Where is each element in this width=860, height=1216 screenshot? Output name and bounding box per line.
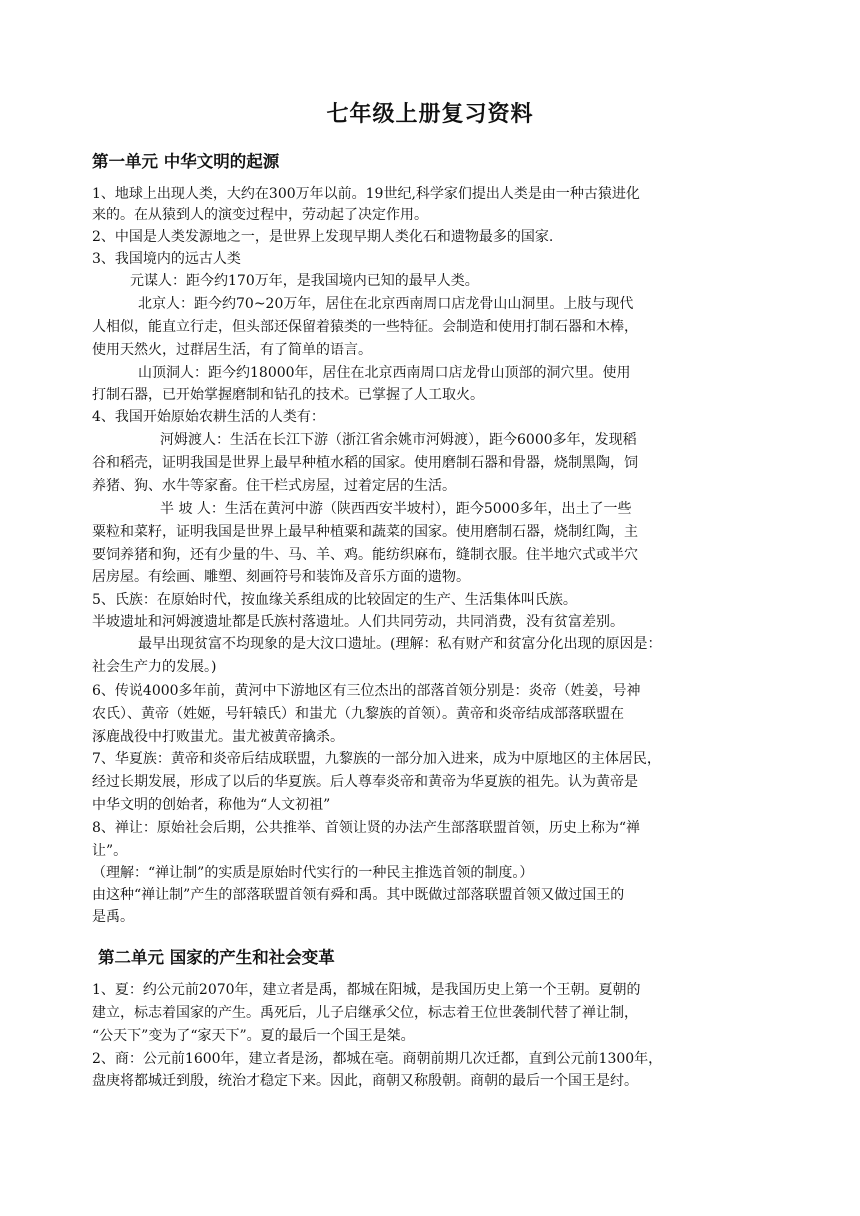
page-title: 七年级上册复习资料 [326,101,534,127]
unit2-line: 盘庚将都城迁到殷，统治才稳定下来。因此，商朝又称殷朝。商朝的最后一个国王是纣。 [92,1073,638,1089]
unit1-heading: 第一单元 中华文明的起源 [92,152,280,171]
unit1-line: 谷和稻壳，证明我国是世界上最早种植水稻的国家。使用磨制石器和骨器，烧制黑陶，饲 [92,455,638,471]
unit1-line: 涿鹿战役中打败蚩尤。蚩尤被黄帝擒杀。 [92,729,344,745]
unit1-line: 要饲养猪和狗，还有少量的牛、马、羊、鸡。能纺织麻布，缝制衣服。住半地穴式或半穴 [92,547,638,563]
unit1-line: 6、传说4000多年前，黄河中下游地区有三位杰出的部落首领分别是：炎帝（姓姜，号神 [92,683,641,699]
unit1-line: 养猪、狗、水牛等家畜。住干栏式房屋，过着定居的生活。 [92,478,456,494]
unit1-line: 北京人：距今约70~20万年，居住在北京西南周口店龙骨山山洞里。上肢与现代 [138,296,634,312]
unit1-line: 经过长期发展，形成了以后的华夏族。后人尊奉炎帝和黄帝为华夏族的祖先。认为黄帝是 [92,774,638,790]
unit1-line: 人相似，能直立行走，但头部还保留着猿类的一些特征。会制造和使用打制石器和木棒， [92,319,638,335]
unit1-line: 3、我国境内的远古人类 [92,251,241,267]
unit1-line: 居房屋。有绘画、雕塑、刻画符号和装饰及音乐方面的遗物。 [92,569,470,585]
unit1-line: 半 坡 人：生活在黄河中游（陕西西安半坡村），距今5000多年，出土了一些 [160,501,632,517]
unit1-line: 最早出现贫富不均现象的是大汶口遗址。(理解：私有财产和贫富分化出现的原因是： [138,636,662,652]
unit1-line: 元谋人：距今约170万年，是我国境内已知的最早人类。 [130,273,479,289]
unit1-line: 中华文明的创始者，称他为“人文初祖” [92,797,331,813]
unit1-line: 河姆渡人：生活在长江下游（浙江省余姚市河姆渡），距今6000多年，发现稻 [160,432,637,448]
unit1-line: 2、中国是人类发源地之一，是世界上发现早期人类化石和遗物最多的国家. [92,229,554,245]
unit1-line: 5、氏族：在原始时代，按血缘关系组成的比较固定的生产、生活集体叫氏族。 [92,592,577,608]
unit1-line: 1、地球上出现人类，大约在300万年以前。19世纪,科学家们提出人类是由一种古猿进化 [92,186,640,202]
unit1-line: 粟粒和菜籽，证明我国是世界上最早种植粟和蔬菜的国家。使用磨制石器，烧制红陶，主 [92,524,638,540]
unit1-line: （理解：“禅让制”的实质是原始时代实行的一种民主推选首领的制度。） [92,865,534,881]
unit2-line: 2、商：公元前1600年，建立者是汤，都城在亳。商朝前期几次迁都，直到公元前1300年， [92,1051,663,1067]
unit1-line: 社会生产力的发展。) [92,659,217,675]
unit2-line: “公天下”变为了“家天下”。夏的最后一个国王是桀。 [92,1028,415,1044]
unit1-line: 来的。在从猿到人的演变过程中，劳动起了决定作用。 [92,207,428,223]
unit1-line: 山顶洞人：距今约18000年，居住在北京西南周口店龙骨山顶部的洞穴里。使用 [138,365,631,381]
unit1-line: 半坡遗址和河姆渡遗址都是氏族村落遗址。人们共同劳动，共同消费，没有贫富差别。 [92,614,624,630]
unit1-line: 让”。 [92,843,128,859]
unit2-line: 建立，标志着国家的产生。禹死后，儿子启继承父位，标志着王位世袭制代替了禅让制， [92,1005,638,1021]
unit1-line: 农氏）、黄帝（姓姬，号轩辕氏）和蚩尤（九黎族的首领）。黄帝和炎帝结成部落联盟在 [92,706,624,722]
unit2-heading: 第二单元 国家的产生和社会变革 [98,948,335,967]
unit1-line: 7、华夏族：黄帝和炎帝后结成联盟，九黎族的一部分加入进来，成为中原地区的主体居民， [92,751,661,767]
unit1-line: 4、我国开始原始农耕生活的人类有： [92,409,325,425]
unit1-line: 使用天然火，过群居生活，有了简单的语言。 [92,342,372,358]
unit1-line: 是禹。 [92,909,134,925]
unit1-line: 8、禅让：原始社会后期，公共推举、首领让贤的办法产生部落联盟首领，历史上称为“禅 [92,820,641,836]
unit1-line: 打制石器，已开始掌握磨制和钻孔的技术。已掌握了人工取火。 [92,387,484,403]
unit1-line: 由这种“禅让制”产生的部落联盟首领有舜和禹。其中既做过部落联盟首领又做过国王的 [92,887,625,903]
unit2-line: 1、夏：约公元前2070年，建立者是禹，都城在阳城，是我国历史上第一个王朝。夏朝的 [92,982,641,998]
